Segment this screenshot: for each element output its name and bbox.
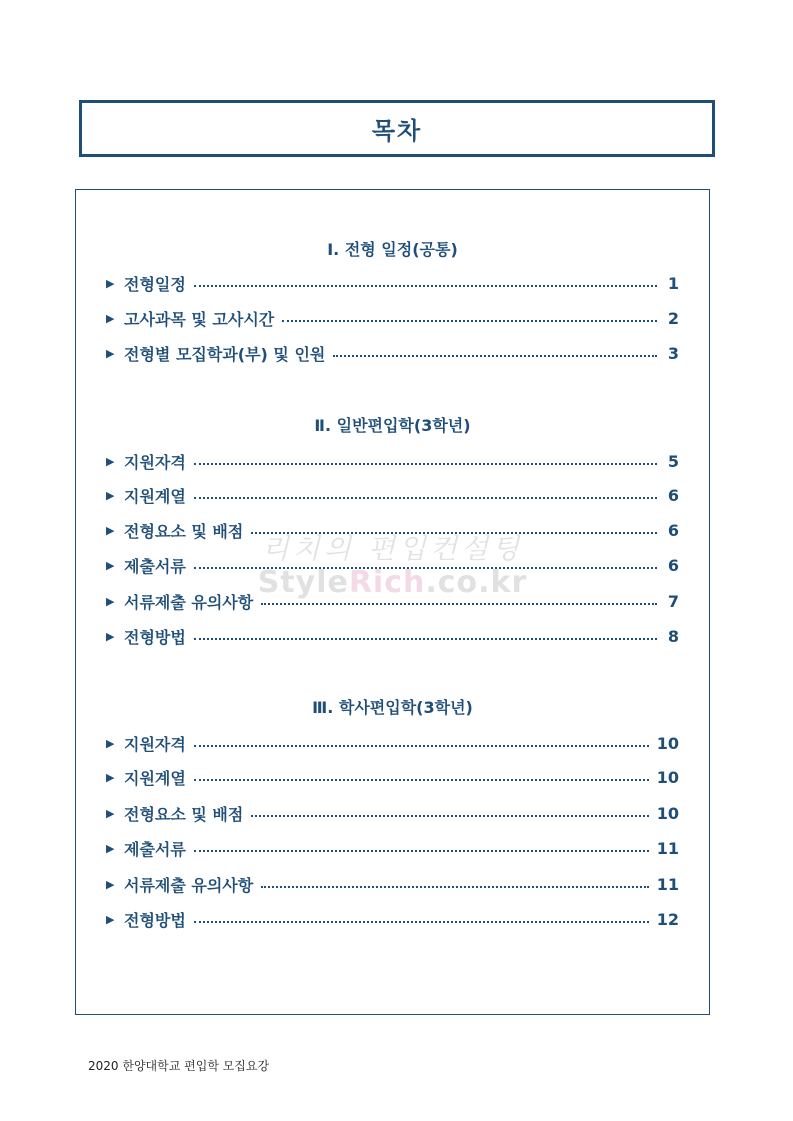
toc-entry-page: 5 (667, 451, 679, 471)
page-footer: 2020 한양대학교 편입학 모집요강 (88, 1059, 270, 1073)
bullet-triangle-icon: ▶ (106, 629, 115, 643)
bullet-triangle-icon: ▶ (106, 736, 115, 750)
toc-entry[interactable] (106, 590, 679, 612)
section-heading-3: Ⅲ. 학사편입학(3학년) (312, 698, 473, 717)
toc-entry-page: 11 (656, 874, 679, 894)
toc-container (75, 189, 710, 1015)
toc-entry-page: 11 (656, 838, 679, 858)
toc-entry-label: 제출서류 (124, 839, 186, 859)
toc-entry-label: 서류제출 유의사항 (124, 875, 254, 895)
bullet-triangle-icon: ▶ (106, 912, 115, 926)
toc-entry[interactable] (106, 450, 679, 472)
toc-entry[interactable] (106, 837, 679, 859)
dot-leader (194, 921, 649, 923)
dot-leader (251, 815, 648, 817)
toc-entry-label: 전형별 모집학과(부) 및 인원 (124, 344, 326, 364)
dot-leader (251, 532, 657, 534)
section-heading-1: Ⅰ. 전형 일정(공통) (327, 240, 458, 259)
toc-entry[interactable] (106, 873, 679, 895)
watermark-url-accent: Rich (348, 565, 426, 600)
toc-entry-label: 전형방법 (124, 627, 186, 647)
watermark-url-prefix: Style (257, 565, 349, 600)
bullet-triangle-icon: ▶ (106, 558, 115, 572)
toc-entry-label: 제출서류 (124, 556, 186, 576)
bullet-triangle-icon: ▶ (106, 877, 115, 891)
section-heading-2: Ⅱ. 일반편입학(3학년) (314, 416, 471, 435)
toc-entry[interactable] (106, 766, 679, 788)
toc-entry[interactable] (106, 554, 679, 576)
toc-title: 목차 (371, 117, 423, 145)
toc-entry-page: 3 (667, 343, 679, 363)
dot-leader (194, 745, 649, 747)
watermark-korean: 리치의 편입컨설팅 (261, 532, 524, 565)
bullet-triangle-icon: ▶ (106, 346, 115, 360)
dot-leader (194, 779, 649, 781)
toc-entry[interactable] (106, 732, 679, 754)
dot-leader (282, 320, 657, 322)
toc-entry-page: 10 (656, 803, 679, 823)
bullet-triangle-icon: ▶ (106, 523, 115, 537)
toc-entry[interactable] (106, 908, 679, 930)
toc-entry-label: 전형요소 및 배점 (124, 804, 244, 824)
bullet-triangle-icon: ▶ (106, 806, 115, 820)
dot-leader (333, 355, 657, 357)
bullet-triangle-icon: ▶ (106, 311, 115, 325)
toc-entry-page: 1 (667, 273, 679, 293)
dot-leader (261, 886, 649, 888)
toc-entry-label: 전형일정 (124, 274, 186, 294)
toc-entry[interactable] (106, 272, 679, 294)
watermark-url-suffix: .co.kr (425, 565, 528, 600)
toc-entry-label: 전형방법 (124, 910, 186, 930)
bullet-triangle-icon: ▶ (106, 841, 115, 855)
dot-leader (194, 285, 657, 287)
dot-leader (194, 497, 657, 499)
bullet-triangle-icon: ▶ (106, 454, 115, 468)
toc-entry[interactable] (106, 484, 679, 506)
toc-entry-page: 6 (667, 485, 679, 505)
toc-entry[interactable] (106, 342, 679, 364)
dot-leader (194, 850, 649, 852)
bullet-triangle-icon: ▶ (106, 594, 115, 608)
toc-entry-label: 지원자격 (124, 734, 186, 754)
dot-leader (194, 638, 657, 640)
toc-entry[interactable] (106, 625, 679, 647)
bullet-triangle-icon: ▶ (106, 770, 115, 784)
toc-entry-page: 8 (667, 626, 679, 646)
toc-entry-label: 지원계열 (124, 486, 186, 506)
toc-entry-label: 지원자격 (124, 452, 186, 472)
dot-leader (194, 567, 657, 569)
dot-leader (261, 603, 657, 605)
toc-entry[interactable] (106, 802, 679, 824)
toc-entry-page: 10 (656, 767, 679, 787)
toc-entry-label: 전형요소 및 배점 (124, 521, 244, 541)
toc-entry-label: 고사과목 및 고사시간 (124, 309, 275, 329)
toc-entry-label: 서류제출 유의사항 (124, 592, 254, 612)
toc-entry-page: 6 (667, 520, 679, 540)
toc-entry[interactable] (106, 519, 679, 541)
toc-entry-page: 6 (667, 555, 679, 575)
toc-entry-page: 7 (667, 591, 679, 611)
toc-entry-label: 지원계열 (124, 768, 186, 788)
dot-leader (194, 463, 657, 465)
toc-title-box (79, 100, 715, 157)
toc-entry[interactable] (106, 307, 679, 329)
toc-entry-page: 10 (656, 733, 679, 753)
toc-entry-page: 12 (656, 909, 679, 929)
bullet-triangle-icon: ▶ (106, 488, 115, 502)
toc-entry-page: 2 (667, 308, 679, 328)
bullet-triangle-icon: ▶ (106, 276, 115, 290)
